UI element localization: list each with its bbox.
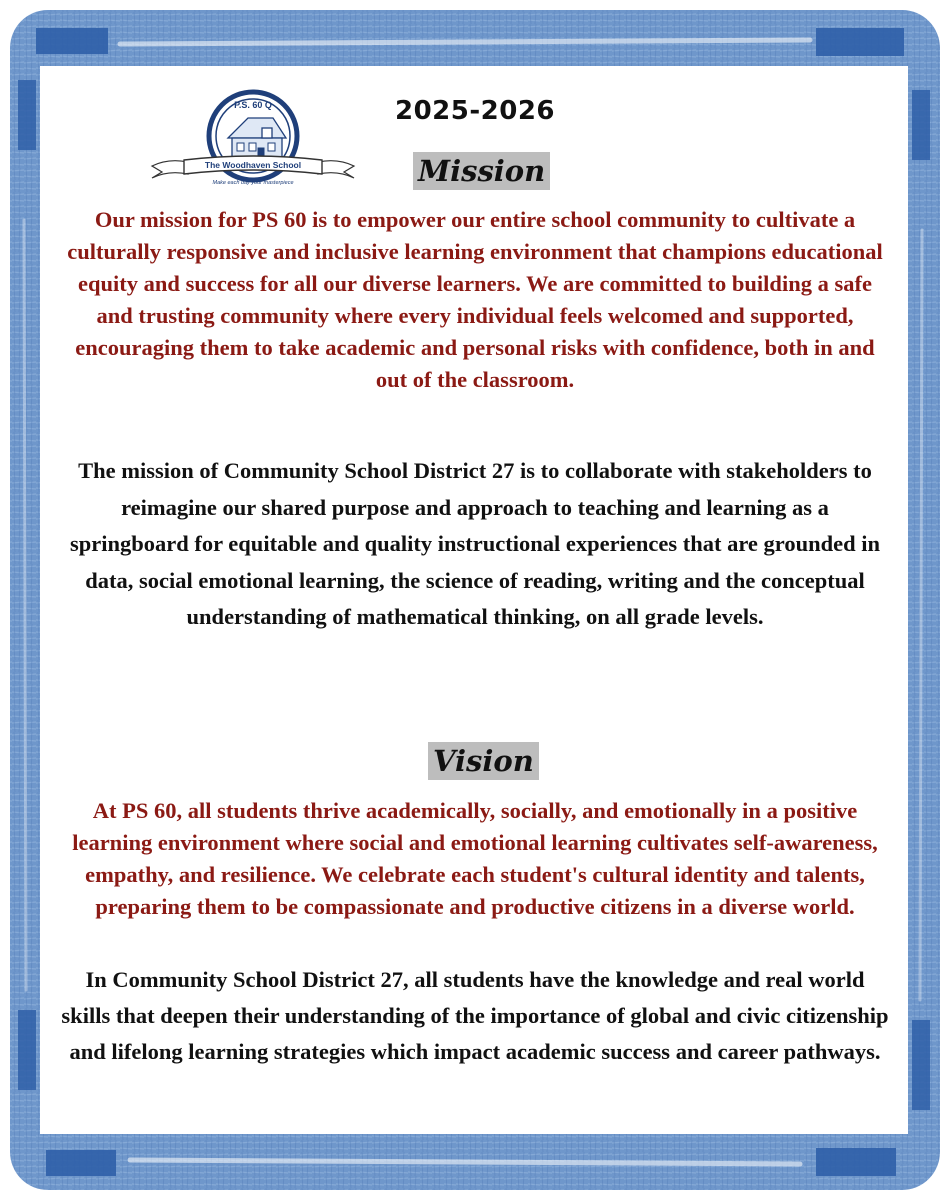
district-mission-statement: The mission of Community School District 27 is to collaborate with stakeholders to reimagine our shared purpose and approach to teaching and learning as a springboard for equitable and quality instructional experiences that are grounded in data, social emotional learning, the science of reading, writing and the conceptual understanding of mathematical thinking, on all grade levels. bbox=[69, 458, 881, 629]
svg-text:The Woodhaven School: The Woodhaven School bbox=[204, 160, 302, 170]
vision-heading: Vision bbox=[428, 742, 539, 780]
school-vision-statement: At PS 60, all students thrive academically, socially, and emotionally in a positive learning environment where social and emotional learning cultivates self-awareness, empathy, and resilience. We celebrate each student's cultural identity and talents, preparing them to be compassionate and productive citizens in a diverse world. bbox=[72, 798, 878, 919]
district-vision-statement: In Community School District 27, all students have the knowledge and real world skills that deepen their understanding of the importance of global and civic citizenship and lifelong learning strategies which impact academic success and career pathways. bbox=[61, 967, 889, 1064]
svg-text:P.S. 60 Q: P.S. 60 Q bbox=[234, 100, 272, 110]
school-year-title: 2025-2026 bbox=[394, 96, 556, 126]
school-mission-statement: Our mission for PS 60 is to empower our entire school community to cultivate a culturally responsive and inclusive learning environment that champions educational equity and success for all our diverse learners. We are committed to building a safe and trusting community where every individual feels welcomed and supported, encouraging them to take academic and personal risks with confidence, both in and out of the classroom. bbox=[67, 207, 883, 392]
svg-text:Make each day your masterpiece: Make each day your masterpiece bbox=[212, 180, 294, 186]
mission-heading: Mission bbox=[413, 152, 550, 190]
